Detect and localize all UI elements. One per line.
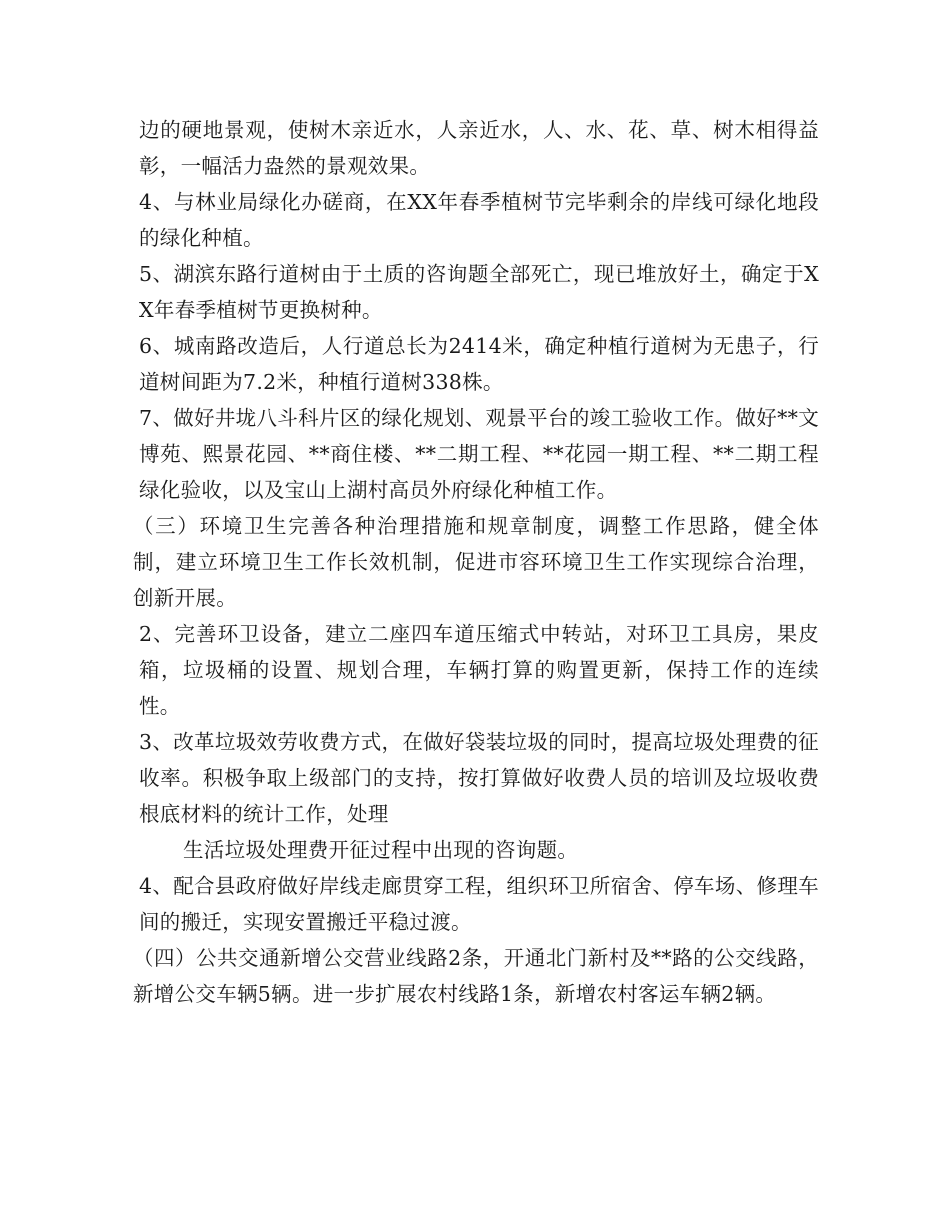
section-heading-sanitation: （三）环境卫生完善各种治理措施和规章制度，调整工作思路，健全体制，建立环境卫生工作长效机制，促进市容环境卫生工作实现综合治理，创新开展。 — [133, 514, 819, 610]
paragraph-item-5-hubin-road: 5、湖滨东路行道树由于土质的咨询题全部死亡，现已堆放好土，确定于XX年春季植树节更换树种。 — [139, 262, 819, 322]
paragraph-item-3-fee-reform: 3、改革垃圾效劳收费方式，在做好袋装垃圾的同时，提高垃圾处理费的征收率。积极争取上级部门的支持，按打算做好收费人员的培训及垃圾收费根底材料的统计工作，处理 — [139, 730, 819, 826]
document-body — [133, 112, 819, 1012]
paragraph-fee-continuation: 生活垃圾处理费开征过程中出现的咨询题。 — [183, 838, 579, 862]
paragraph-item-2-equipment: 2、完善环卫设备，建立二座四车道压缩式中转站，对环卫工具房，果皮箱，垃圾桶的设置、规划合理，车辆打算的购置更新，保持工作的连续性。 — [139, 622, 819, 718]
paragraph-item-4-relocation: 4、配合县政府做好岸线走廊贯穿工程，组织环卫所宿舍、停车场、修理车间的搬迁，实现安置搬迁平稳过渡。 — [139, 874, 819, 934]
paragraph-landscape-effect: 边的硬地景观，使树木亲近水，人亲近水，人、水、花、草、树木相得益彰，一幅活力盎然的景观效果。 — [139, 118, 819, 178]
paragraph-item-4-forestry: 4、与林业局绿化办磋商，在XX年春季植树节完毕剩余的岸线可绿化地段的绿化种植。 — [139, 190, 819, 250]
paragraph-item-6-chengnan-road: 6、城南路改造后，人行道总长为2414米，确定种植行道树为无患子，行道树间距为7.2米，种植行道树338株。 — [139, 334, 819, 394]
paragraph-item-7-greening-acceptance: 7、做好井垅八斗科片区的绿化规划、观景平台的竣工验收工作。做好**文博苑、熙景花园、**商住楼、**二期工程、**花园一期工程、**二期工程绿化验收，以及宝山上湖村高员外府绿化种植工作。 — [139, 406, 819, 502]
section-heading-public-transport: （四）公共交通新增公交营业线路2条，开通北门新村及**路的公交线路，新增公交车辆5辆。进一步扩展农村线路1条，新增农村客运车辆2辆。 — [133, 946, 819, 1006]
